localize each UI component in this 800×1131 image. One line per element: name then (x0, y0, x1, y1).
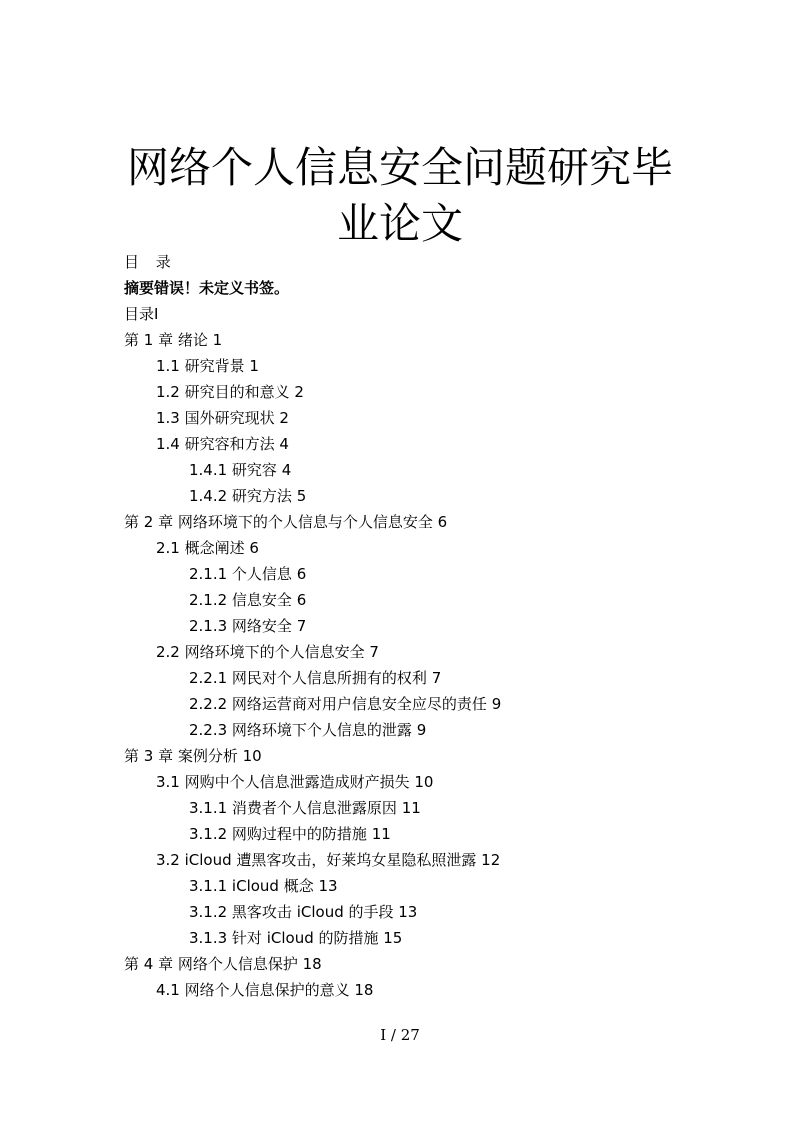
toc-entry[interactable]: 3.1.2 黑客攻击 iCloud 的手段 13 (189, 903, 418, 921)
toc-entry[interactable]: 1.1 研究背景 1 (156, 357, 259, 375)
toc-entry[interactable]: 2.2 网络环境下的个人信息安全 7 (156, 643, 379, 661)
toc-entry[interactable]: 1.2 研究目的和意义 2 (156, 383, 304, 401)
title-line-2: 业论文 (336, 199, 463, 248)
toc-entry[interactable]: 3.1.3 针对 iCloud 的防措施 15 (189, 929, 403, 947)
toc-entry[interactable]: 2.1.3 网络安全 7 (189, 617, 307, 635)
toc-entry[interactable]: 第 2 章 网络环境下的个人信息与个人信息安全 6 (124, 513, 448, 531)
toc-entry[interactable]: 3.1 网购中个人信息泄露造成财产损失 10 (156, 773, 434, 791)
toc-entry[interactable]: 第 1 章 绪论 1 (124, 331, 223, 349)
toc-entry[interactable]: 1.4.1 研究容 4 (189, 461, 292, 479)
page-number: I / 27 (380, 1026, 420, 1044)
toc-entry[interactable]: 2.2.2 网络运营商对用户信息安全应尽的责任 9 (189, 695, 502, 713)
toc-heading: 目 录 (124, 253, 177, 271)
toc-entry[interactable]: 3.2 iCloud 遭黑客攻击，好莱坞女星隐私照泄露 12 (156, 851, 501, 869)
toc-entry[interactable]: 2.1 概念阐述 6 (156, 539, 259, 557)
toc-entry[interactable]: 第 4 章 网络个人信息保护 18 (124, 955, 322, 973)
title-line-1: 网络个人信息安全问题研究毕 (126, 143, 673, 192)
toc-entry[interactable]: 1.4 研究容和方法 4 (156, 435, 289, 453)
document-title (0, 140, 800, 252)
toc-entry[interactable]: 4.1 网络个人信息保护的意义 18 (156, 981, 374, 999)
toc-entry[interactable]: 2.2.3 网络环境下个人信息的泄露 9 (189, 721, 427, 739)
toc-entry[interactable]: 2.1.1 个人信息 6 (189, 565, 307, 583)
toc-entry[interactable]: 3.1.1 iCloud 概念 13 (189, 877, 338, 895)
toc-entry[interactable]: 3.1.2 网购过程中的防措施 11 (189, 825, 391, 843)
toc-entry[interactable]: 2.2.1 网民对个人信息所拥有的权利 7 (189, 669, 442, 687)
toc-entry[interactable]: 1.3 国外研究现状 2 (156, 409, 289, 427)
toc-entry[interactable]: 目录I (124, 305, 159, 323)
toc-entry[interactable]: 3.1.1 消费者个人信息泄露原因 11 (189, 799, 421, 817)
toc-entry[interactable]: 摘要错误！未定义书签。 (124, 279, 290, 297)
toc-entry[interactable]: 1.4.2 研究方法 5 (189, 487, 307, 505)
toc-entry[interactable]: 第 3 章 案例分析 10 (124, 747, 262, 765)
toc-entry[interactable]: 2.1.2 信息安全 6 (189, 591, 307, 609)
